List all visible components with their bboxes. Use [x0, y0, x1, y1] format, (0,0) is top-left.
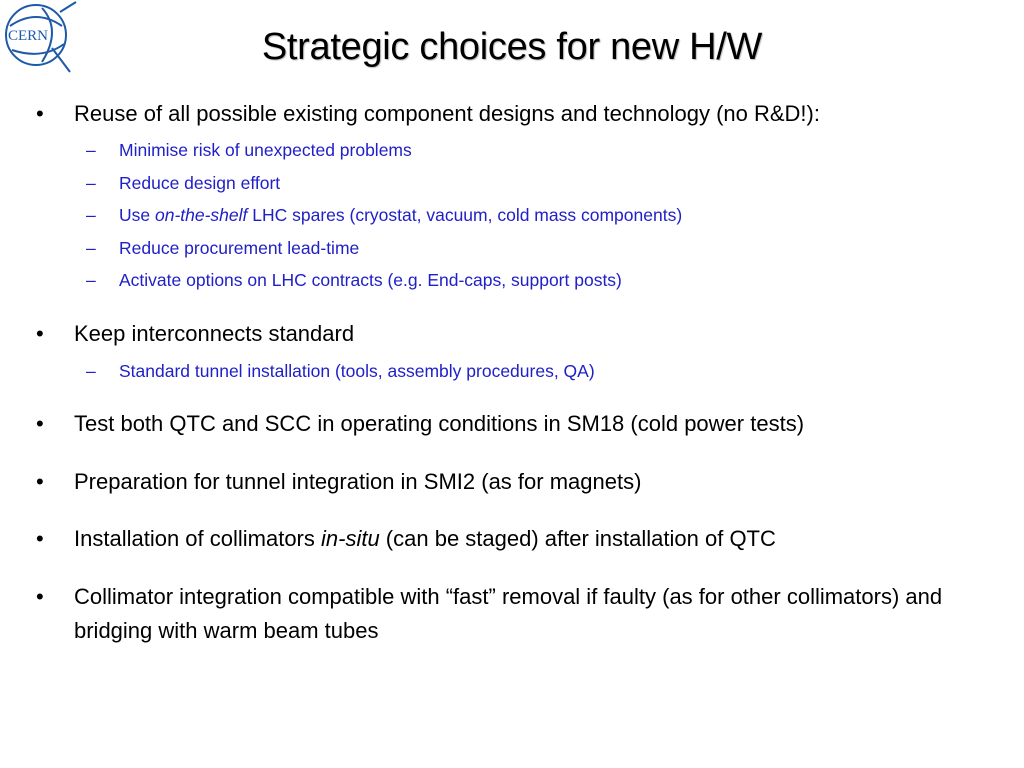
sub-bullet-text-post: LHC spares (cryostat, vacuum, cold mass components): [247, 205, 683, 225]
bullet-glyph: •: [36, 469, 44, 494]
sub-bullet-text: Activate options on LHC contracts (e.g. End-caps, support posts): [119, 270, 622, 290]
bullet-item: [36, 317, 976, 351]
sub-bullet-text: Standard tunnel installation (tools, assembly procedures, QA): [119, 361, 595, 381]
dash-glyph: –: [86, 173, 96, 193]
slide-title: Strategic choices for new H/W: [261, 26, 763, 68]
dash-glyph: –: [86, 361, 96, 381]
bullet-glyph: •: [36, 584, 44, 609]
dash-glyph: –: [86, 140, 96, 160]
sub-bullet-item: [86, 358, 966, 384]
sub-bullet-text-emphasis: on-the-shelf: [154, 205, 248, 225]
bullet-item: [36, 522, 976, 556]
sub-bullet-text: Reduce procurement lead-time: [119, 238, 360, 258]
sub-bullet-text: [119, 202, 966, 228]
bullet-item: [36, 465, 976, 499]
dash-glyph: –: [86, 238, 96, 258]
sub-bullet-item: [86, 137, 966, 163]
bullet-text-post: (can be staged) after installation of QTC: [379, 526, 776, 551]
bullet-text: Reuse of all possible existing component designs and technology (no R&D!):: [74, 101, 820, 126]
sub-bullet-item: [86, 235, 966, 261]
bullet-glyph: •: [36, 411, 44, 436]
bullet-text-emphasis: in-situ: [321, 526, 380, 551]
cern-logo-text: CERN: [8, 28, 49, 44]
bullet-text: Test both QTC and SCC in operating conditions in SM18 (cold power tests): [74, 411, 805, 436]
dash-glyph: –: [86, 205, 96, 225]
bullet-text: [74, 522, 976, 556]
bullet-glyph: •: [36, 101, 44, 126]
sub-bullet-item: [86, 202, 966, 228]
bullet-glyph: •: [36, 526, 44, 551]
bullet-item: [36, 97, 976, 131]
sub-bullet-item: [86, 170, 966, 196]
sub-bullet-item: [86, 267, 966, 293]
dash-glyph: –: [86, 270, 96, 290]
bullet-item: [36, 407, 976, 441]
bullet-text: Keep interconnects standard: [74, 321, 355, 346]
sub-bullet-text-pre: Use: [119, 205, 155, 225]
sub-bullet-text: Minimise risk of unexpected problems: [119, 140, 412, 160]
bullet-text-pre: Installation of collimators: [74, 526, 321, 551]
sub-bullet-text: Reduce design effort: [119, 173, 281, 193]
bullet-glyph: •: [36, 321, 44, 346]
bullet-text: Collimator integration compatible with “fast” removal if faulty (as for other collimators) and bridging with warm beam tubes: [74, 584, 943, 643]
bullet-text: Preparation for tunnel integration in SMI2 (as for magnets): [74, 469, 642, 494]
bullet-item: [36, 580, 976, 648]
